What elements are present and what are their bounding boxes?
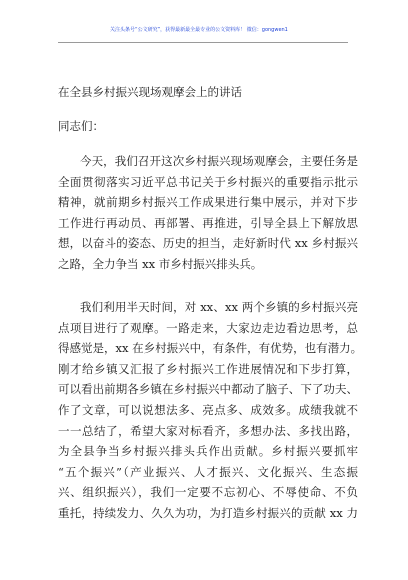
paragraph-line: 刚才给乡镇又汇报了乡村振兴工作进展情况和下步打算， bbox=[58, 361, 358, 376]
paragraph-line: 一一总结了，希望大家对标看齐，多想办法、多找出路， bbox=[58, 423, 358, 438]
paragraph-1 bbox=[58, 151, 358, 275]
page-header bbox=[58, 22, 348, 43]
paragraph-line: 为全县争当乡村振兴排头兵作出贡献。乡村振兴要抓牢 bbox=[58, 444, 358, 459]
paragraph-line: 工作进行再动员、再部署、再推进，引导全县上下解放思 bbox=[58, 215, 358, 230]
paragraph-line: 点项目进行了观摩。一路走来，大家边走边看边思考，总 bbox=[58, 320, 358, 335]
paragraph-line: 兴、组织振兴），我们一定要不忘初心、不辱使命、不负 bbox=[58, 485, 358, 500]
paragraph-line: 全面贯彻落实习近平总书记关于乡村振兴的重要指示批示 bbox=[58, 174, 358, 189]
paragraph-2 bbox=[58, 297, 363, 524]
paragraph-line: 可以看出前期各乡镇在乡村振兴中都动了脑子、下了功夫、 bbox=[58, 382, 358, 397]
paragraph-line: 今天，我们召开这次乡村振兴现场观摩会，主要任务是 bbox=[80, 154, 358, 168]
document-title: 在全县乡村振兴现场观摩会上的讲话 bbox=[58, 85, 242, 99]
paragraph-line: 得感觉是，xx 在乡村振兴中，有条件，有优势，也有潜力。 bbox=[58, 341, 363, 356]
salutation: 同志们： bbox=[58, 119, 104, 133]
paragraph-line: 作了文章，可以说想法多、亮点多、成效多。成绩我就不 bbox=[58, 402, 358, 417]
paragraph-line: 重托，持续发力、久久为功，为打造乡村振兴的贡献 xx 力 bbox=[58, 505, 358, 520]
paragraph-line: “五个振兴”（产业振兴、人才振兴、文化振兴、生态振 bbox=[58, 464, 358, 479]
paragraph-line: 想，以奋斗的姿态、历史的担当，走好新时代 xx 乡村振兴 bbox=[58, 236, 358, 251]
header-notice-text[interactable]: 关注头条号“公文研究”，获得最新最全最专业的公文资料库！ 微信：gongwen1 bbox=[110, 27, 288, 33]
paragraph-line: 我们利用半天时间，对 xx、xx 两个乡镇的乡村振兴亮 bbox=[80, 300, 358, 314]
paragraph-line: 之路，全力争当 xx 市乡村振兴排头兵。 bbox=[58, 256, 263, 271]
paragraph-line: 精神，就前期乡村振兴工作成果进行集中展示，并对下步 bbox=[58, 195, 358, 210]
